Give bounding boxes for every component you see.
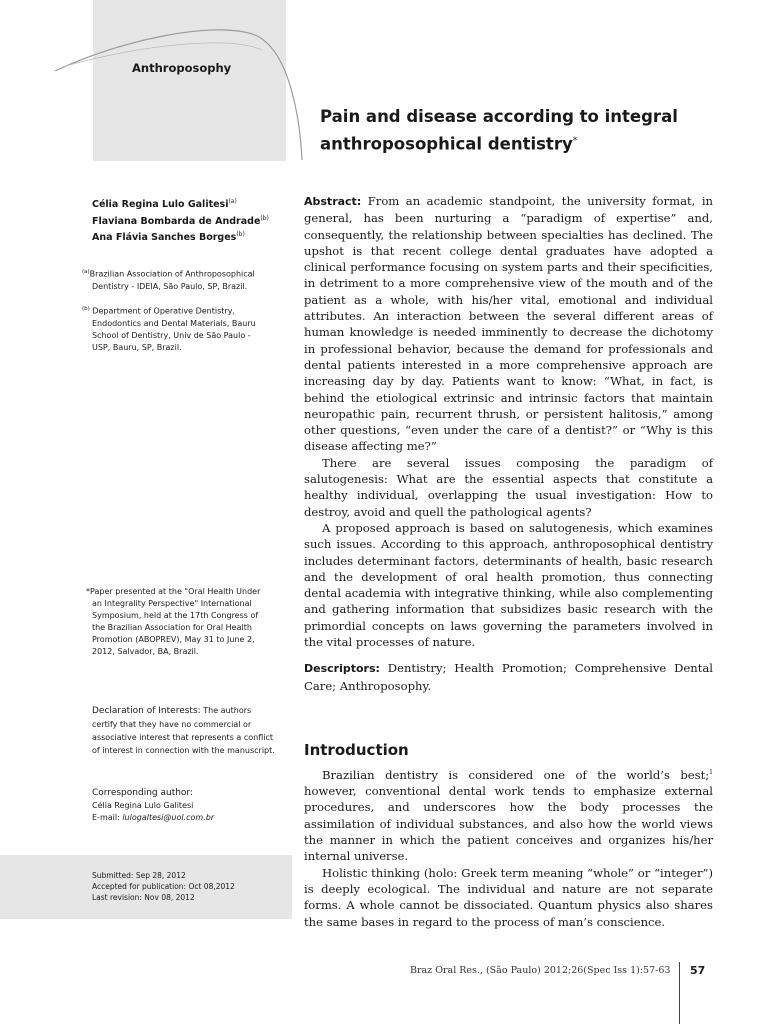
- author: Ana Flávia Sanches Borges$^{(b)}$: [92, 231, 245, 244]
- title-footnote-mark: *: [572, 136, 578, 146]
- author-list: [92, 195, 297, 245]
- abstract-paragraph: A proposed approach is based on salutogenesis, which examines such issues. According to this approach, anthroposophical dentistry includes determinant factors, determinants of health, basic research and the development of oral health promotion, thus connecting dental academia with integrative thinking, while also complementing and gathering information that subsidizes basic research with the primordial concepts on laws governing the parameters involved in the vital processes of nature.: [304, 520, 713, 650]
- abstract-paragraph: Abstract: From an academic standpoint, the university format, in general, has been nurturing a “paradigm of expertise” and, consequently, the relationship between specialties has declined. The upshot is that recent college dental graduates have adopted a clinical performance focusing on system parts and their specificities, in detriment to a more comprehensive view of the mouth and of the patient as a whole, with his/her vital, emotional and individual attributes. An interaction between the several different areas of human knowledge is needed imminently to decrease the dichotomy in professional behavior, because the demand for professionals and dental patients interested in a more comprehensive approach are increasing day by day. Patients want to know: “What, in fact, is behind the etiological extrinsic and intrinsic factors that maintain neuropathic pain, recurrent thrush, or persistent halitosis,” among other questions, “even under the care of a dentist?” or “Why is this disease affecting me?”: [304, 194, 713, 454]
- declaration-of-interests: Declaration of Interests: The authors certify that they have no commercial or associative interest that represents a conflict of interest in connection with the manuscript.: [92, 706, 275, 755]
- footer-divider: [679, 962, 680, 1024]
- decorative-arc: [0, 0, 768, 200]
- title-line-1: Pain and disease according to integral: [320, 107, 678, 126]
- section-label: Anthroposophy: [132, 61, 232, 75]
- abstract-block: [304, 193, 713, 694]
- introduction-heading: Introduction: [304, 741, 409, 759]
- author: Flaviana Bombarda de Andrade$^{(b)}$: [92, 214, 269, 227]
- email-link[interactable]: lulogaltesi@uol.com.br: [122, 813, 215, 822]
- journal-citation: Braz Oral Res., (São Paulo) 2012;26(Spec Iss 1):57-63: [410, 965, 671, 976]
- paper-presentation-note: *Paper presented at the "Oral Health Under an Integrality Perspective" International Symposium, held at the 17th Congress of the Brazilian Association for Oral Health Promotion (ABOPREV), May 31 to June 2, 2012, Salvador, BA, Brazil.: [86, 587, 261, 656]
- intro-paragraph: Holistic thinking (holo: Greek term meaning “whole” or “integer”) is deeply ecological. The individual and nature are not separate forms. A whole cannot be dissociated. Quantum physics also shares the same bases in regard to the process of man’s conscience.: [304, 865, 713, 929]
- intro-paragraph: Brazilian dentistry is considered one of the world’s best;$^1$ however, conventional dental work tends to emphasize external procedures, and underscores how the body processes the assimilation of individual substances, and also how the world views the manner in which the patient conceives and organizes his/her internal universe.: [304, 767, 713, 864]
- submission-dates: Submitted: Sep 28, 2012 Accepted for publication: Oct 08,2012 Last revision: Nov 08, 2012: [92, 871, 235, 902]
- author: Célia Regina Lulo Galitesi$^{(a)}$: [92, 198, 237, 211]
- page-number: 57: [690, 964, 706, 977]
- corresponding-author: Corresponding author: Célia Regina Lulo Galitesi E-mail: lulogaltesi@uol.com.br: [92, 788, 215, 822]
- title-line-2: anthroposophical dentistry: [320, 134, 573, 154]
- descriptors: Descriptors: Dentistry; Health Promotion; Comprehensive Dental Care; Anthroposophy.: [304, 661, 714, 693]
- abstract-paragraph: There are several issues composing the paradigm of salutogenesis: What are the essential aspects that constitute a healthy individual, overlapping the usual investigation: How to destroy, avoid and quell the pathological agents?: [304, 455, 713, 519]
- reference-mark[interactable]: 1: [709, 769, 713, 776]
- introduction-body: [304, 765, 713, 930]
- article-title: [320, 104, 720, 157]
- affiliation-a: $^{(a)}$Brazilian Association of Anthroposophical Dentistry - IDEIA, São Paulo, SP, Brazil.: [82, 269, 255, 291]
- affiliation-b: $^{(b)}$ Department of Operative Dentistry, Endodontics and Dental Materials, Bauru School of Dentistry, Univ de São Paulo - USP, Bauru, SP, Brazil.: [82, 306, 256, 352]
